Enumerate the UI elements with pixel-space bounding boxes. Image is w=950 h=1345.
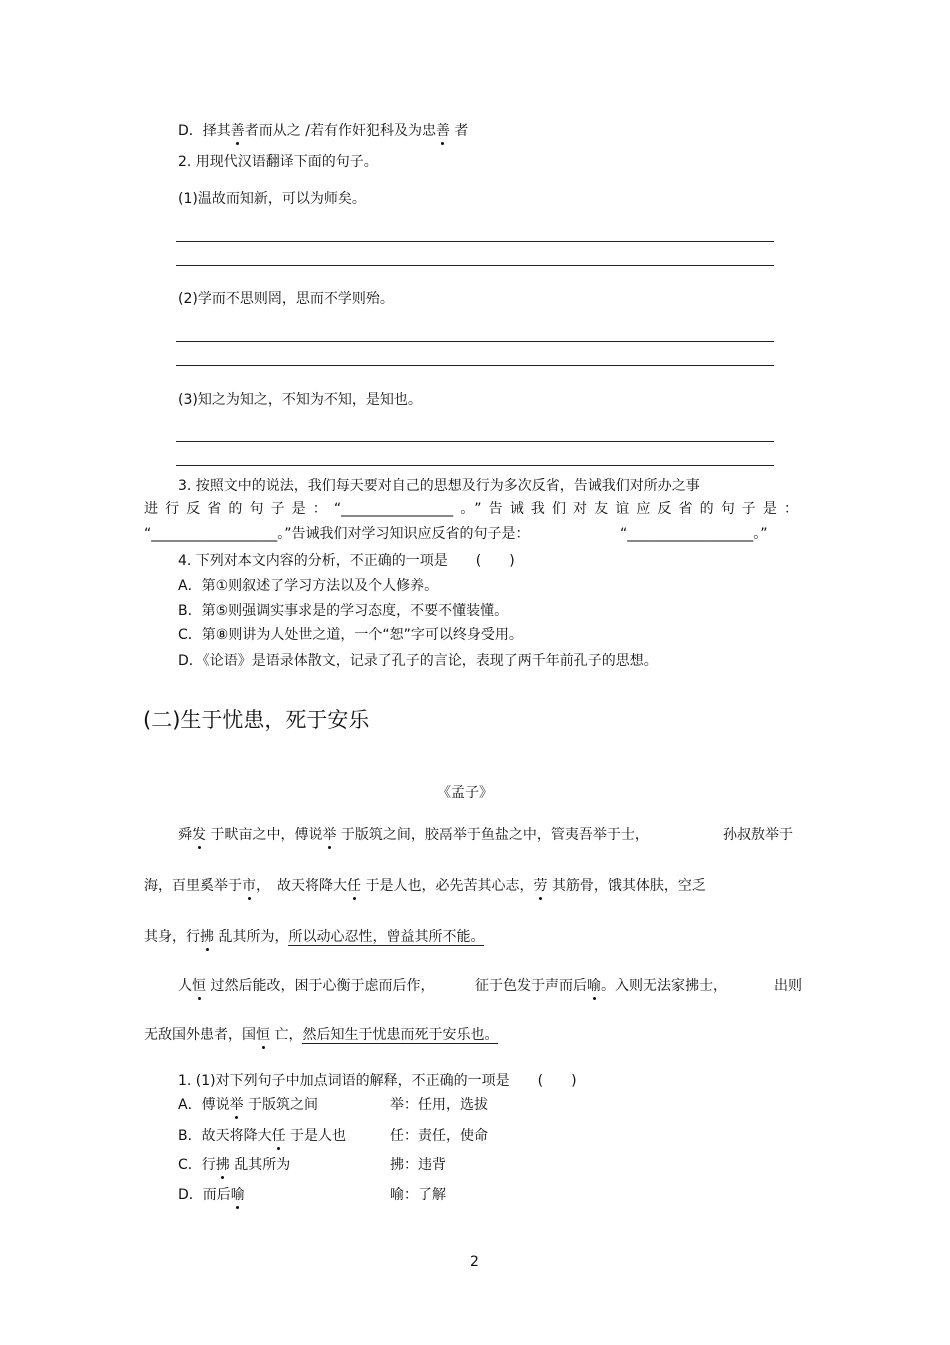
author: 《孟子》: [437, 785, 493, 801]
dotted-word: 市: [242, 878, 256, 894]
answer-line[interactable]: [176, 241, 774, 242]
dotted-word: 拂: [200, 929, 214, 945]
passage-line: 海，百里奚举于市， 故天将降大任 于是人也，必先苦其心志，劳 其筋骨，饿其体肤，空乏: [144, 878, 706, 894]
passage-line: 无敌国外患者，国恒 亡，然后知生于忧患而死于安乐也。: [144, 1027, 499, 1043]
dotted-word: 任: [271, 1128, 286, 1144]
q5-answer-b: 任：责任，使命: [390, 1128, 488, 1144]
q4-stem: 4. 下列对本文内容的分析，不正确的一项是 ( ): [178, 553, 515, 569]
passage-line-end: 出则: [774, 978, 802, 994]
q5-answer-d: 喻：了解: [390, 1187, 446, 1203]
dotted-word: 劳: [533, 878, 548, 894]
q2-title: 2. 用现代汉语翻译下面的句子。: [178, 154, 378, 170]
dotted-word: 善: [230, 123, 245, 139]
underlined-sentence: 然后知生于忧患而死于安乐也。: [302, 1027, 499, 1043]
q3-line-1: 3. 按照文中的说法，我们每天要对自己的思想及行为多次反省，告诫我们对所办之事: [178, 478, 700, 494]
q5-option-a: A．傅说举 于版筑之间: [178, 1097, 319, 1113]
answer-line[interactable]: [176, 365, 774, 366]
passage-line: 人恒 过然后能改，困于心衡于虑而后作，: [178, 978, 435, 994]
passage-line: 征于色发于声而后喻。入则无法家拂士，: [475, 978, 727, 994]
q4-option-c: C．第⑧则讲为人处世之道，一个“恕”字可以终身受用。: [178, 627, 523, 643]
q4-option-a: A．第①则叙述了学习方法以及个人修养。: [178, 578, 439, 594]
dotted-word: 喻: [230, 1187, 245, 1203]
q5-option-d: D．而后喻: [178, 1187, 245, 1203]
dotted-word: 恒: [192, 978, 206, 994]
dotted-word: 举: [229, 1097, 244, 1113]
dotted-word: 恒: [256, 1027, 270, 1043]
q2-sentence-3: (3)知之为知之，不知为不知，是知也。: [178, 392, 422, 408]
q3-line-2: 进行反省的句子是：“________________。”告诫我们对友谊应反省的句子是：: [144, 501, 798, 517]
q5-option-c: C．行拂 乱其所为: [178, 1157, 291, 1173]
q2-sentence-1: (1)温故而知新，可以为师矣。: [178, 191, 366, 207]
answer-line[interactable]: [176, 341, 774, 342]
answer-line[interactable]: [176, 441, 774, 442]
answer-line[interactable]: [176, 465, 774, 466]
q4-option-d: D．《论语》是语录体散文，记录了孔子的言论，表现了两千年前孔子的思想。: [178, 653, 658, 669]
q5-answer-a: 举：任用，选拔: [390, 1097, 488, 1113]
passage-line: 其身，行拂 乱其所为，所以动心忍性，曾益其所不能。: [144, 929, 485, 945]
dotted-word: 任: [347, 878, 361, 894]
q3-line-3a: “__________________。”告诫我们对学习知识应反省的句子是：: [144, 526, 530, 542]
q4-option-b: B．第⑤则强调实事求是的学习态度，不要不懂装懂。: [178, 603, 509, 619]
dotted-word: 举: [322, 827, 337, 843]
q5-answer-c: 拂：违背: [390, 1157, 446, 1173]
q1-option-d: D．择其善者而从之 /若有作奸犯科及为忠善 者: [178, 123, 469, 139]
dotted-word: 喻: [587, 978, 601, 994]
dotted-word: 善: [435, 123, 450, 139]
underlined-sentence: 所以动心忍性，曾益其所不能。: [288, 929, 485, 945]
dotted-word: 拂: [215, 1157, 230, 1173]
q3-line-3b: “__________________。”: [620, 526, 768, 542]
q5-option-b: B．故天将降大任 于是人也: [178, 1128, 347, 1144]
passage-line-end: 孙叔敖举于: [723, 827, 793, 843]
section-heading: (二)生于忧患，死于安乐: [143, 708, 370, 732]
passage-line: 舜发 于畎亩之中，傅说举 于版筑之间，胶鬲举于鱼盐之中，管夷吾举于士，: [178, 827, 649, 843]
answer-line[interactable]: [176, 265, 774, 266]
q5-stem: 1. (1)对下列句子中加点词语的解释，不正确的一项是 ( ): [178, 1073, 577, 1089]
dotted-word: 发: [192, 827, 206, 843]
q2-sentence-2: (2)学而不思则罔，思而不学则殆。: [178, 291, 394, 307]
page-number: 2: [470, 1254, 479, 1270]
